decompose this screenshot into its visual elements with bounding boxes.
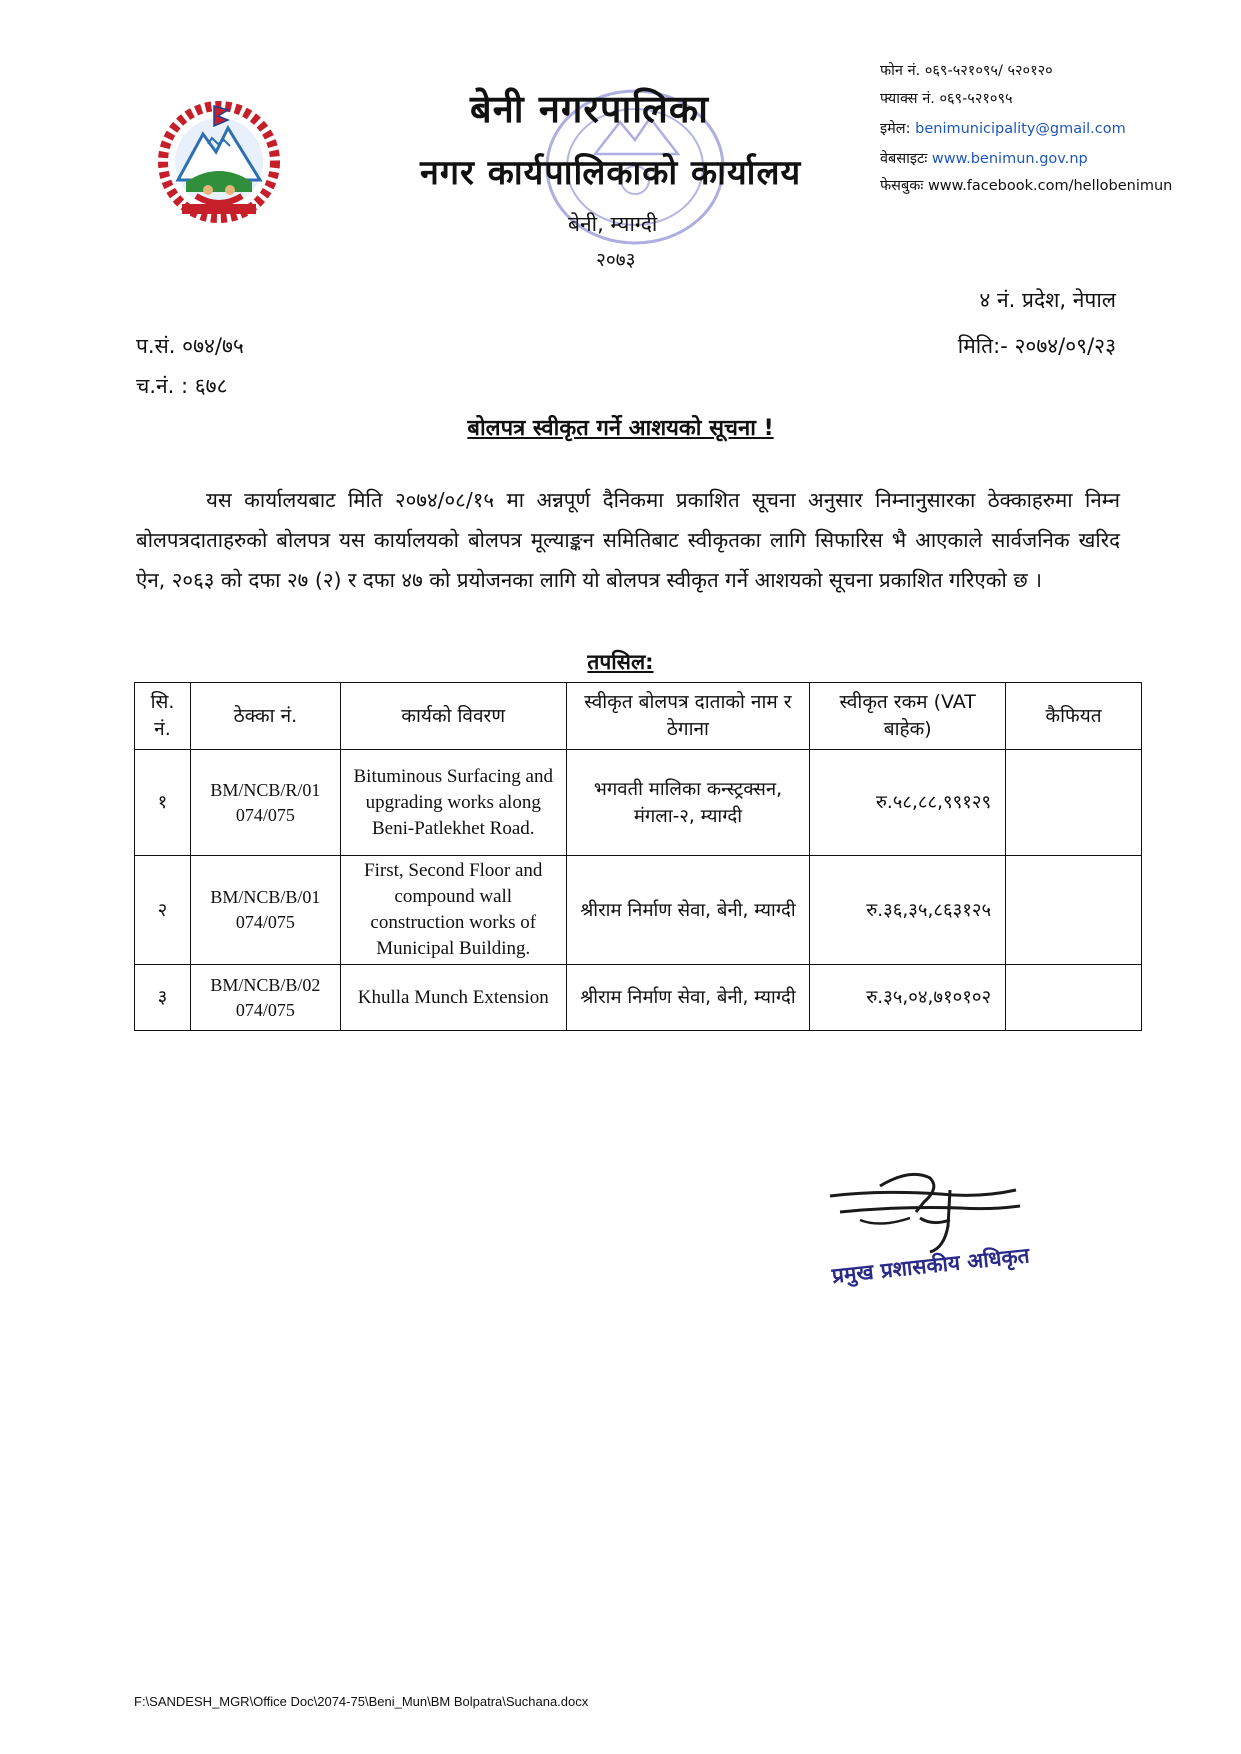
established-year: २०७३ <box>596 249 636 271</box>
row-description: Bituminous Surfacing and upgrading works along Beni-Patlekhet Road. <box>340 750 566 856</box>
file-path-footer: F:\SANDESH_MGR\Office Doc\2074-75\Beni_Mun\BM Bolpatra\Suchana.docx <box>134 1694 589 1709</box>
row-remarks <box>1006 856 1142 965</box>
notice-subject: बोलपत्र स्वीकृत गर्ने आशयको सूचना ! <box>467 416 774 441</box>
row-amount: रु.३६,३५,८६३१२५ <box>810 856 1006 965</box>
row-bidder: श्रीराम निर्माण सेवा, बेनी, म्याग्दी <box>566 856 810 965</box>
bid-table <box>134 682 1142 1031</box>
row-sn: २ <box>135 856 191 965</box>
contact-facebook-row <box>880 175 1172 195</box>
patra-sankhya: प.सं. ०७४/७५ <box>136 334 244 358</box>
table-row <box>135 750 1142 856</box>
province-line: ४ नं. प्रदेश, नेपाल <box>979 288 1116 312</box>
contact-website-row <box>880 148 1088 168</box>
contact-phone: फोन नं. ०६९-५२१०९५/ ५२०१२० <box>880 63 1053 79</box>
table-header-row <box>135 683 1142 750</box>
email-link[interactable]: benimunicipality@gmail.com <box>915 121 1126 137</box>
facebook-link[interactable]: www.facebook.com/hellobenimun <box>927 178 1173 194</box>
row-sn: ३ <box>135 965 191 1031</box>
row-contract: BM/NCB/R/01 074/075 <box>190 750 340 856</box>
row-remarks <box>1006 750 1142 856</box>
header-sn: सि. नं. <box>135 683 191 750</box>
header-bidder: स्वीकृत बोलपत्र दाताको नाम र ठेगाना <box>566 683 810 750</box>
row-sn: १ <box>135 750 191 856</box>
row-contract: BM/NCB/B/01 074/075 <box>190 856 340 965</box>
header-description: कार्यको विवरण <box>340 683 566 750</box>
municipality-name: बेनी नगरपालिका <box>470 87 709 131</box>
header-remarks: कैफियत <box>1006 683 1142 750</box>
office-location: बेनी, म्याग्दी <box>568 212 658 236</box>
notice-body: यस कार्यालयबाट मिति २०७४/०८/१५ मा अन्नपूर्ण दैनिकमा प्रकाशित सूचना अनुसार निम्नानुसारका ठेक्काहरुमा निम्न बोलपत्रदाताहरुको बोलपत्र यस कार्यालयको बोलपत्र मूल्याङ्कन समितिबाट स्वीकृतका लागि सिफारिस भै आएकाले सार्वजनिक खरिद ऐन, २०६३ को दफा २७ (२) र दफा ४७ को प्रयोजनका लागि यो बोलपत्र स्वीकृत गर्ने आशयको सूचना प्रकाशित गरिएको छ । <box>136 488 1120 592</box>
table-title: तपसिल: <box>587 650 654 674</box>
facebook-label: फेसबुकः <box>880 178 924 194</box>
contact-fax: फ्याक्स नं. ०६९-५२१०९५ <box>880 91 1013 107</box>
chalani-number: च.नं. : ६७८ <box>136 374 228 398</box>
row-amount: रु.३५,०४,७१०१०२ <box>810 965 1006 1031</box>
contact-email-row <box>880 118 1126 138</box>
office-name: नगर कार्यपालिकाको कार्यालय <box>420 153 802 193</box>
nepal-emblem-icon <box>148 100 290 230</box>
row-contract: BM/NCB/B/02 074/075 <box>190 965 340 1031</box>
table-row <box>135 965 1142 1031</box>
row-bidder: श्रीराम निर्माण सेवा, बेनी, म्याग्दी <box>566 965 810 1031</box>
table-row <box>135 856 1142 965</box>
row-amount: रु.५८,८८,९९१२९ <box>810 750 1006 856</box>
row-bidder: भगवती मालिका कन्स्ट्रक्सन, मंगला-२, म्याग्दी <box>566 750 810 856</box>
row-description: Khulla Munch Extension <box>340 965 566 1031</box>
row-remarks <box>1006 965 1142 1031</box>
email-label: इमेल: <box>880 121 911 137</box>
signatory-title: प्रमुख प्रशासकीय अधिकृत <box>830 1243 1031 1288</box>
header-contract: ठेक्का नं. <box>190 683 340 750</box>
issue-date: मिति:- २०७४/०९/२३ <box>957 334 1116 358</box>
website-label: वेबसाइटः <box>880 151 928 167</box>
header-amount: स्वीकृत रकम (VAT बाहेक) <box>810 683 1006 750</box>
website-link[interactable]: www.benimun.gov.np <box>931 151 1088 167</box>
row-description: First, Second Floor and compound wall construction works of Municipal Building. <box>340 856 566 965</box>
